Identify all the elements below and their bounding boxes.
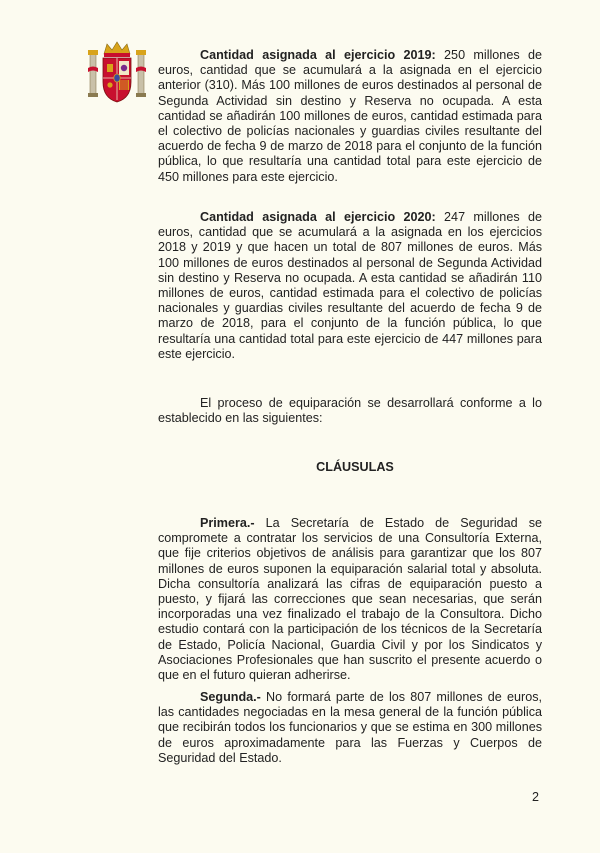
paragraph-lead: Primera.- (200, 516, 255, 530)
coat-of-arms-icon (88, 40, 146, 104)
paragraph-lead: Segunda.- (200, 690, 261, 704)
paragraph-text: El proceso de equiparación se desarrollará conforme a lo establecido en las siguientes: (158, 396, 542, 426)
paragraph-text: 247 millones de euros, cantidad que se acumulará a la asignada en los ejercicios 2018 y 2019 y que hacen un total de 807 millones de euros. Más 100 millones de euros destinados al personal de Segunda Actividad sin destino y Reserva no ocupada. A esta cantidad se añadirán 110 millones de euros, cantidad estimada para el colectivo de policías nacionales y guardias civiles resultante del acuerdo de fecha 9 de marzo de 2018, para el conjunto de la función pública, lo que resultaría una cantidad total para este ejercicio de 447 millones para este ejercicio. (158, 210, 542, 361)
paragraph-clause-second (158, 690, 542, 766)
section-heading: CLÁUSULAS (316, 460, 394, 474)
paragraph-text: No formará parte de los 807 millones de euros, las cantidades negociadas en la mesa general de la función pública que recibirán todos los funcionarios y que se estima en 300 millones de euros aproximadamente para las Fuerzas y Cuerpos de Seguridad del Estado. (158, 690, 542, 765)
page-number: 2 (532, 790, 540, 804)
paragraph-lead: Cantidad asignada al ejercicio 2019: (200, 48, 436, 62)
paragraph-clause-first (158, 516, 542, 683)
paragraph-text: 250 millones de euros, cantidad que se acumulará a la asignada en el ejercicio anterior (310). Más 100 millones de euros destinados al personal de Segunda Actividad sin destino y Reserva no ocupada. A esta cantidad se añadirán 100 millones de euros, cantidad estimada para el colectivo de policías nacionales y guardias civiles resultante del acuerdo de fecha 9 de marzo de 2018 para el conjunto de la función pública, lo que resultaría una cantidad total para este ejercicio de 450 millones para este ejercicio. (158, 48, 542, 184)
paragraph-2019-allocation (158, 48, 542, 185)
paragraph-lead: Cantidad asignada al ejercicio 2020: (200, 210, 436, 224)
paragraph-2020-allocation (158, 210, 542, 362)
paragraph-process (158, 396, 542, 426)
paragraph-text: La Secretaría de Estado de Seguridad se compromete a contratar los servicios de una Consultoría Externa, que fije criterios objetivos de análisis para garantizar que los 807 millones de euros suponen la equiparación salarial total y absoluta. Dicha consultoría analizará las cifras de equiparación puesto a puesto, y fijará las correcciones que sean necesarias, que serán incorporadas una vez finalizado el trabajo de la Consultora. Dicho estudio contará con la participación de los técnicos de la Secretaría de Estado, Policía Nacional, Guardia Civil y por los Sindicatos y Asociaciones Profesionales que han suscrito el presente acuerdo o que en el futuro quieran adherirse. (158, 516, 542, 683)
